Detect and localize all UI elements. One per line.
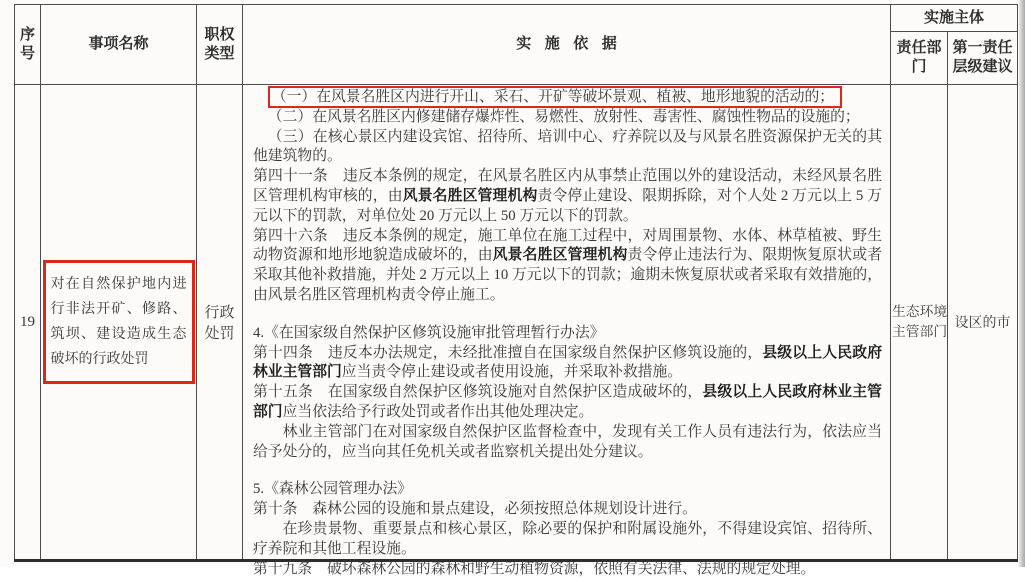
basis-text: （三）在核心景区内建设宾馆、招待所、培训中心、疗养院以及与风景名胜资源保护无关的其他建筑物的。	[253, 128, 882, 165]
level-cell: 设区的市	[948, 85, 1018, 561]
page-scan-edge	[1019, 0, 1025, 567]
basis-text: 林业主管部门在对国家级自然保护区监督检查中，发现有关工作人员有违法行为，依法应当给予处分的，应当向其任免机关或者监察机关提出处分建议。	[253, 423, 882, 460]
basis-cell	[243, 85, 891, 577]
basis-text: 4.《在国家级自然保护区修筑设施审批管理暂行办法》	[253, 324, 605, 341]
power-type-text: 行政处罚	[204, 305, 235, 342]
header-dept: 责任部门	[891, 32, 948, 85]
basis-bold-text: 县级以上人民政府林业主管部门	[253, 384, 882, 420]
dept-text: 生态环境主管部门	[892, 304, 948, 339]
basis-text: 第十五条 在国家级自然保护区修筑设施对自然保护区造成破坏的，	[253, 384, 703, 401]
basis-bold-text: 风景名胜区管理机构	[492, 247, 628, 264]
basis-paragraph	[253, 383, 882, 423]
item-name-text: 对在自然保护地内进行非法开矿、修路、筑坝、建设造成生态破坏的行政处罚	[50, 277, 187, 367]
basis-text: 第十条 森林公园的设施和景点建设，必须按照总体规划设计进行。	[253, 501, 697, 518]
basis-paragraphs	[253, 88, 882, 577]
basis-text: 第十四条 违反本办法规定，未经批准擅自在国家级自然保护区修筑设施的，	[253, 344, 763, 361]
basis-text: 第十九条 破坏森林公园的森林和野生动植物资源，依照有关法律、法规的规定处理。	[253, 560, 816, 577]
basis-text: 应当责令停止建设或者使用设施，并采取补救措施。	[341, 364, 683, 381]
basis-paragraph	[253, 108, 882, 128]
basis-text: 5.《森林公园管理办法》	[253, 481, 413, 498]
basis-text: 在珍贵景物、重要景点和核心景区，除必要的保护和附属设施外，不得建设宾馆、招待所、疗养院和其他工程设施。	[253, 520, 882, 557]
header-item-name: 事项名称	[41, 5, 197, 85]
header-basis-label: 实施依据	[516, 36, 631, 53]
basis-text: 应当依法给予行政处罚或者作出其他处理决定。	[282, 403, 594, 420]
penalty-items-table	[14, 4, 1018, 577]
power-type-cell	[197, 85, 243, 561]
header-power-type-label: 职权类型	[204, 26, 235, 62]
basis-text: 第四十六条 违反本条例的规定，施工单位在施工过程中，对周围景物、水体、林草植被、野生动物资源和地形地貌造成破坏的，由	[253, 227, 882, 264]
item-name-highlight-box	[43, 260, 195, 384]
header-basis	[243, 5, 891, 85]
basis-bold-text: 风景名胜区管理机构	[402, 187, 538, 204]
serial-cell: 19	[15, 85, 41, 561]
basis-highlight-box	[268, 86, 842, 108]
basis-text: 责令停止违法行为、限期恢复原状或者采取其他补救措施，并处 2 万元以上 10 万元以下的罚款；逾期未恢复原状或者采取有效措施的，由风景名胜区管理机构责令停止施工。	[253, 247, 882, 303]
header-level-label: 第一责任层级建议	[952, 40, 1013, 75]
basis-paragraph	[253, 88, 882, 108]
basis-paragraph	[253, 344, 882, 384]
basis-paragraph	[253, 227, 882, 306]
header-power-type	[197, 5, 243, 85]
basis-text: （一）在风景名胜区内进行开山、采石、开矿等破坏景观、植被、地形地貌的活动的；	[271, 89, 835, 105]
basis-paragraph	[253, 560, 882, 579]
paragraph-spacer	[253, 462, 882, 480]
header-subject: 实施主体	[891, 5, 1018, 32]
paragraph-spacer	[253, 306, 882, 324]
item-name-cell	[41, 85, 197, 561]
basis-text: 责令停止建设、限期拆除，对个人处 2 万元以上 5 万元以下的罚款，对单位处 20 万元以上 50 万元以下的罚款。	[253, 187, 882, 224]
basis-paragraph	[253, 500, 882, 520]
basis-paragraph	[253, 480, 882, 500]
basis-paragraph	[253, 167, 882, 226]
basis-bold-text: 县级以上人民政府林业主管部门	[253, 344, 882, 381]
basis-text: （二）在风景名胜区内修建储存爆炸性、易燃性、放射性、毒害性、腐蚀性物品的设施的；	[267, 108, 860, 125]
basis-paragraph	[253, 423, 882, 463]
table-row	[15, 85, 1018, 561]
basis-text: 第四十一条 违反本条例的规定，在风景名胜区内从事禁止范围以外的建设活动，未经风景名胜区管理机构审核的，由	[253, 168, 882, 204]
header-level	[948, 32, 1018, 85]
dept-cell	[891, 85, 948, 561]
basis-paragraph	[253, 128, 882, 168]
basis-paragraph	[253, 324, 882, 344]
header-serial: 序号	[15, 5, 41, 85]
basis-paragraph	[253, 520, 882, 560]
